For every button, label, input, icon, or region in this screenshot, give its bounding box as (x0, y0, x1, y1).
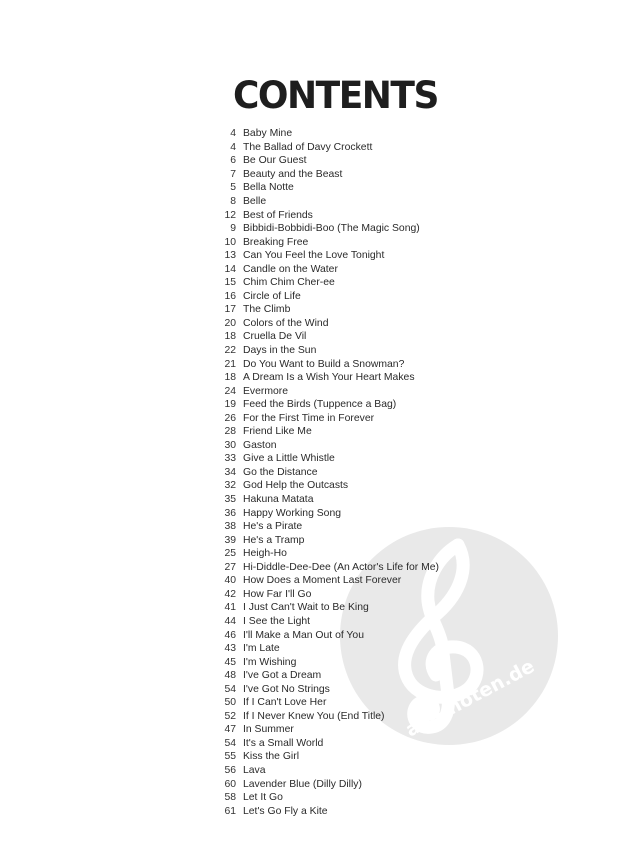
song-title: Happy Working Song (243, 507, 341, 519)
page-number: 17 (224, 304, 236, 316)
toc-entry (214, 655, 439, 669)
page-number: 13 (224, 250, 236, 262)
page-number: 40 (224, 575, 236, 587)
page-number: 18 (224, 372, 236, 384)
toc-entry (214, 425, 439, 439)
song-title: I'm Wishing (243, 656, 297, 668)
toc-entry (214, 533, 439, 547)
toc-entry (214, 303, 439, 317)
toc-entry (214, 235, 439, 249)
song-title: Cruella De Vil (243, 331, 307, 343)
toc-entry (214, 750, 439, 764)
toc-entry (214, 208, 439, 222)
toc-entry (214, 737, 439, 751)
song-title: If I Never Knew You (End Title) (243, 710, 385, 722)
page-number: 22 (224, 345, 236, 357)
toc-entry (214, 574, 439, 588)
toc-entry (214, 804, 439, 818)
toc-entry (214, 439, 439, 453)
page-number: 48 (224, 670, 236, 682)
song-title: Bibbidi-Bobbidi-Boo (The Magic Song) (243, 223, 420, 235)
toc-entry (214, 628, 439, 642)
page-number: 32 (224, 480, 236, 492)
song-title: Days in the Sun (243, 345, 317, 357)
page-number: 36 (224, 507, 236, 519)
toc-entry (214, 411, 439, 425)
song-title: The Ballad of Davy Crockett (243, 141, 373, 153)
page-number: 14 (224, 263, 236, 275)
song-title: I'll Make a Man Out of You (243, 629, 364, 641)
song-title: Hakuna Matata (243, 494, 314, 506)
song-title: Can You Feel the Love Tonight (243, 250, 385, 262)
page-number: 45 (224, 656, 236, 668)
page-number: 7 (230, 168, 236, 180)
toc-entry (214, 384, 439, 398)
song-title: Evermore (243, 385, 289, 397)
page-number: 10 (224, 236, 236, 248)
toc-entry (214, 276, 439, 290)
page-number: 12 (224, 209, 236, 221)
toc-entry (214, 479, 439, 493)
song-title: Hi-Diddle-Dee-Dee (An Actor's Life for Me) (243, 561, 440, 573)
song-title: Friend Like Me (243, 426, 312, 438)
toc-entry (214, 357, 439, 371)
song-title: Let's Go Fly a Kite (243, 805, 328, 817)
song-title: Heigh-Ho (243, 548, 287, 560)
toc-entry (214, 615, 439, 629)
song-title: I'm Late (243, 643, 280, 655)
toc-entry (214, 764, 439, 778)
page-number: 25 (224, 548, 236, 560)
toc-entry (214, 195, 439, 209)
page-number: 61 (224, 805, 236, 817)
song-title: Go the Distance (243, 466, 318, 478)
toc-entry (214, 791, 439, 805)
song-title: Chim Chim Cher-ee (243, 277, 335, 289)
song-title: The Climb (243, 304, 291, 316)
song-title: I Just Can't Wait to Be King (243, 602, 369, 614)
toc-entry (214, 330, 439, 344)
song-title: Do You Want to Build a Snowman? (243, 358, 405, 370)
watermark-text: alle-noten.de (402, 655, 539, 742)
page-number: 21 (224, 358, 236, 370)
page-number: 20 (224, 317, 236, 329)
song-title: I See the Light (243, 615, 311, 627)
song-title: He's a Pirate (243, 521, 303, 533)
page-number: 47 (224, 724, 236, 736)
toc-entry (214, 723, 439, 737)
page-number: 5 (230, 182, 236, 194)
toc-entry (214, 452, 439, 466)
page-number: 4 (230, 128, 236, 140)
song-title: Be Our Guest (243, 155, 307, 167)
song-title: Lava (243, 764, 266, 776)
page-number: 54 (224, 737, 236, 749)
song-title: If I Can't Love Her (243, 697, 327, 709)
page-number: 16 (224, 290, 236, 302)
toc-entry (214, 371, 439, 385)
page-number: 26 (224, 412, 236, 424)
page-number: 8 (230, 196, 236, 207)
contents-list (214, 127, 439, 818)
song-title: God Help the Outcasts (243, 480, 349, 492)
page-number: 46 (224, 629, 236, 641)
page-number: 54 (224, 683, 236, 695)
toc-entry (214, 710, 439, 724)
page-number: 9 (230, 223, 236, 235)
page-number: 18 (224, 331, 236, 343)
song-title: For the First Time in Forever (243, 412, 375, 424)
page-number: 28 (224, 426, 236, 438)
toc-entry (214, 168, 439, 182)
toc-entry (214, 344, 439, 358)
song-title: It's a Small World (243, 737, 324, 749)
page-number: 27 (224, 561, 236, 573)
page-number: 19 (224, 399, 236, 411)
toc-entry (214, 669, 439, 683)
song-title: Let It Go (243, 792, 283, 804)
page-number: 39 (224, 534, 236, 546)
page-number: 56 (224, 764, 236, 776)
song-title: A Dream Is a Wish Your Heart Makes (243, 372, 415, 384)
toc-entry (214, 154, 439, 168)
toc-entry (214, 547, 439, 561)
song-title: I've Got No Strings (243, 683, 330, 695)
toc-entry (214, 141, 439, 155)
page-title: CONTENTS (233, 74, 438, 118)
page-number: 58 (224, 792, 236, 804)
toc-entry (214, 290, 439, 304)
song-title: Beauty and the Beast (243, 168, 343, 180)
toc-entry (214, 249, 439, 263)
song-title: Gaston (243, 439, 277, 451)
toc-entry (214, 466, 439, 480)
toc-entry (214, 520, 439, 534)
toc-entry (214, 506, 439, 520)
song-title: Belle (243, 196, 267, 207)
toc-entry (214, 588, 439, 602)
toc-entry (214, 181, 439, 195)
page-number: 60 (224, 778, 236, 790)
song-title: In Summer (243, 724, 294, 736)
song-title: Candle on the Water (243, 263, 338, 275)
song-title: How Far I'll Go (243, 588, 312, 600)
toc-entry (214, 317, 439, 331)
page-number: 35 (224, 494, 236, 506)
song-title: Baby Mine (243, 128, 293, 140)
page-number: 15 (224, 277, 236, 289)
toc-entry (214, 682, 439, 696)
song-title: I've Got a Dream (243, 670, 322, 682)
toc-entry (214, 127, 439, 141)
toc-entry (214, 696, 439, 710)
toc-entry (214, 642, 439, 656)
toc-entry (214, 222, 439, 236)
page-number: 30 (224, 439, 236, 451)
song-title: Circle of Life (243, 290, 301, 302)
song-title: Bella Notte (243, 182, 294, 194)
song-title: Feed the Birds (Tuppence a Bag) (243, 399, 397, 411)
page-number: 50 (224, 697, 236, 709)
song-title: Best of Friends (243, 209, 313, 221)
page-number: 43 (224, 643, 236, 655)
page-number: 24 (224, 385, 236, 397)
page-number: 52 (224, 710, 236, 722)
song-title: Colors of the Wind (243, 317, 329, 329)
toc-entry (214, 493, 439, 507)
song-title: Breaking Free (243, 236, 309, 248)
page-number: 34 (224, 466, 236, 478)
page-number: 42 (224, 588, 236, 600)
toc-entry (214, 262, 439, 276)
song-title: How Does a Moment Last Forever (243, 575, 402, 587)
toc-entry (214, 777, 439, 791)
page-number: 6 (230, 155, 236, 167)
page-number: 38 (224, 521, 236, 533)
toc-entry (214, 601, 439, 615)
page-number: 55 (224, 751, 236, 763)
toc-entry (214, 561, 439, 575)
page-number: 4 (230, 141, 236, 153)
page-number: 41 (224, 602, 236, 614)
song-title: He's a Tramp (243, 534, 305, 546)
page-number: 44 (224, 615, 236, 627)
toc-entry (214, 398, 439, 412)
song-title: Give a Little Whistle (243, 453, 335, 465)
page-number: 33 (224, 453, 236, 465)
song-title: Lavender Blue (Dilly Dilly) (243, 778, 362, 790)
song-title: Kiss the Girl (243, 751, 300, 763)
